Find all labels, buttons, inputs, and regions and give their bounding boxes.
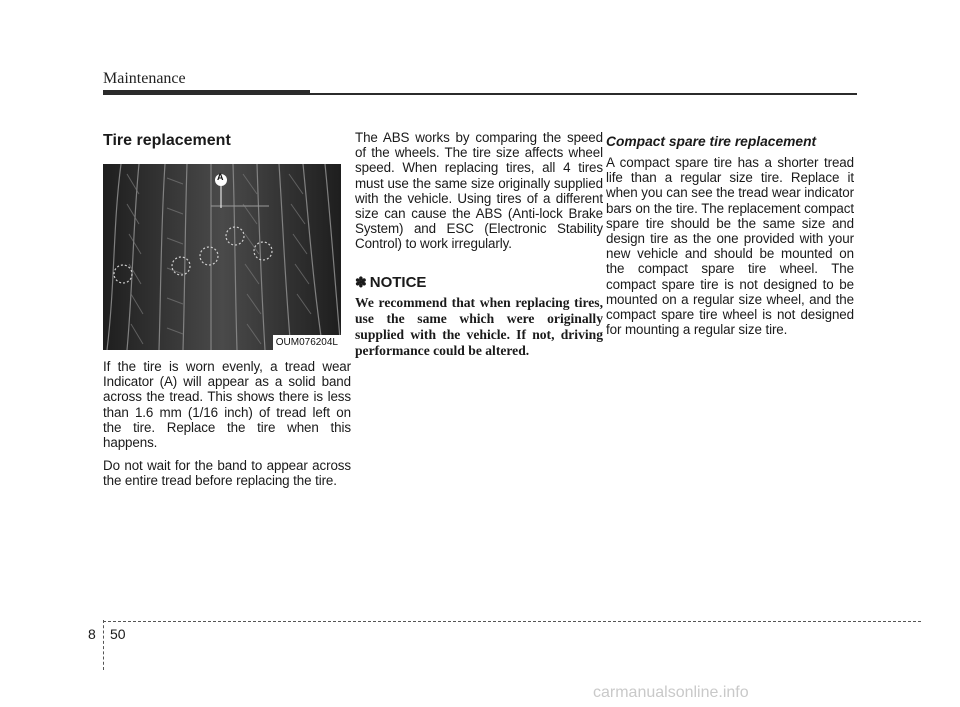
header-rule-thick (103, 90, 310, 95)
notice-heading (355, 274, 603, 291)
footer-rule (103, 621, 921, 622)
notice-star-icon: ✽ (355, 273, 367, 290)
figure-code: OUM076204L (273, 335, 341, 350)
column-right (606, 130, 854, 345)
paragraph: The ABS works by comparing the speed of the wheels. The tire size affects wheel speed. When replacing tires, all 4 tires must use the same size originally supplied with the vehicle. Using tires of a different size can cause the ABS (Anti-lock Brake System) and ESC (Electronic Stability Control) to work irregularly. (355, 130, 603, 252)
column-middle (355, 130, 603, 359)
subsection-title: Compact spare tire replacement (606, 134, 817, 149)
paragraph: Do not wait for the band to appear across the entire tread before replacing the tire. (103, 458, 351, 489)
page-number: 50 (110, 626, 126, 642)
tire-tread-illustration (103, 164, 341, 350)
notice-title: NOTICE (369, 273, 427, 291)
header-rule-thin (310, 93, 857, 95)
section-title: Tire replacement (103, 132, 231, 149)
tire-tread-figure (103, 164, 341, 350)
column-left (103, 130, 351, 497)
paragraph: A compact spare tire has a shorter tread life than a regular size tire. Replace it when you can see the tread wear indicator bars on the tire. The replacement compact spare tire should be the same size and design tire as the one provided with your new vehicle and should be mounted on the compact spare tire wheel. The compact spare tire is not designed to be mounted on a regular size wheel, and the compact spare tire wheel is not designed for mounting a regular size tire. (606, 155, 854, 338)
header-title: Maintenance (103, 70, 186, 87)
notice-text: We recommend that when replacing tires, use the same which were originally supplied with the vehicle. If not, driving performance could be altered. (355, 294, 603, 358)
footer-divider (103, 620, 104, 670)
paragraph: If the tire is worn evenly, a tread wear Indicator (A) will appear as a solid band across the tread. This shows there is less than 1.6 mm (1/16 inch) of tread left on the tire. Replace the tire when this happens. (103, 359, 351, 451)
indicator-label: A (217, 172, 224, 182)
watermark: carmanualsonline.info (593, 684, 749, 701)
section-number: 8 (88, 626, 96, 642)
